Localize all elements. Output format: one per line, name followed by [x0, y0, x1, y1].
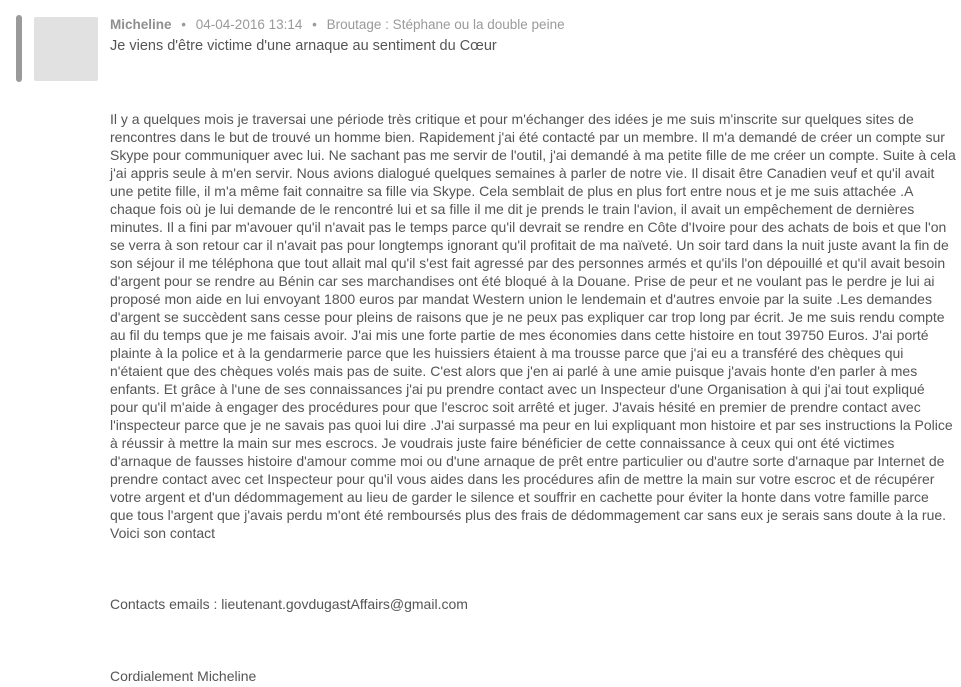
author-name[interactable]: Micheline: [110, 17, 172, 32]
comment-meta: [110, 17, 565, 32]
avatar[interactable]: [34, 17, 98, 81]
signature: Cordialement Micheline: [110, 668, 257, 684]
comment-body: Il y a quelques mois je traversai une période très critique et pour m'échanger des idées je me suis m'inscrite sur quelques sites de rencontres dans le but de trouvé un homme bien. Rapidement j'ai été contacté par un membre. Il m'a demandé de créer un compte sur Skype pour communiquer avec lui. Ne sachant pas me servir de l'outil, j'ai demandé à ma petite fille de me créer un compte. Suite à cela j'ai appris seule à m'en servir. Nous avions dialogué quelques semaines à parler de notre vie. Il disait être Canadien veuf et qu'il avait une petite fille, il m'a même fait connaitre sa fille via Skype. Cela semblait de plus en plus fort entre nous et je me suis attachée .A chaque fois où je lui demande de le rencontré lui et sa fille il me dit je prends le train l'avion, il avait un empêchement de dernières minutes. Il a fini par m'avouer qu'il n'avait pas le temps parce qu'il devrait se rendre en Côte d'Ivoire pour des achats de bois et que l'on se verra à son retour car il n'avait pas pour longtemps ignorant qu'il profitait de ma naïveté. Un soir tard dans la nuit juste avant la fin de son séjour il me téléphona que tout allait mal qu'il s'est fait agressé par des personnes armés et qu'ils l'on dépouillé et qu'il avait besoin d'argent pour se rendre au Bénin car ses marchandises ont été bloqué à la Douane. Prise de peur et ne voulant pas le perdre je lui ai proposé mon aide en lui envoyant 1800 euros par mandat Western union le lendemain et d'autres envoie par la suite .Les demandes d'argent se succèdent sans cesse pour pleins de raisons que je ne peux pas expliquer car trop long par écrit. Je me suis rendu compte au fil du temps que je me faisais avoir. J'ai mis une forte partie de mes économies dans cette histoire en tout 39750 Euros. J'ai porté plainte à la police et à la gendarmerie parce que les huissiers étaient à ma trousse parce que j'ai eu a transféré des chèques qui n'étaient que des chèques volés mais pas de suite. C'est alors que j'en ai parlé à une amie puisque j'avais honte d'en parler à mes enfants. Et grâce à l'une de ses connaissances j'ai pu prendre contact avec un Inspecteur d'une Organisation à qui j'ai tout expliqué pour qu'il m'aide à engager des procédures pour que l'escroc soit arrêté et juger. J'avais hésité en premier de prendre contact avec l'inspecteur parce que je ne savais pas quoi lui dire .J'ai surpassé ma peur en lui expliquant mon histoire et par ses instructions la Police à réussir à mettre la main sur mes escrocs. Je voudrais juste faire bénéficier de cette connaissance à ceux qui ont été victimes d'arnaque de fausses histoire d'amour comme moi ou d'une arnaque de prêt entre particulier ou d'autre sorte d'arnaque par Internet de prendre contact avec cet Inspecteur pour qu'il vous aides dans les procédures afin de mettre la main sur votre escroc et de récupérer votre argent et d'un dédommagement au lieu de garder le silence et souffrir en cachette pour éviter la honte dans votre famille parce que tous l'argent que j'avais perdu m'ont été remboursés plus des frais de dédommagement car sans eux je serais sans doute à la rue. Voici son contact: [110, 111, 956, 541]
meta-separator: •: [312, 17, 317, 32]
comment-date: 04-04-2016 13:14: [195, 17, 303, 32]
thread-title-link[interactable]: Broutage : Stéphane ou la double peine: [326, 17, 565, 32]
meta-separator: •: [181, 17, 187, 32]
comment-indicator-bar: [16, 15, 22, 82]
contact-line: Contacts emails : lieutenant.govdugastAffairs@gmail.com: [110, 596, 468, 612]
comment-subject: Je viens d'être victime d'une arnaque au sentiment du Cœur: [110, 38, 497, 54]
